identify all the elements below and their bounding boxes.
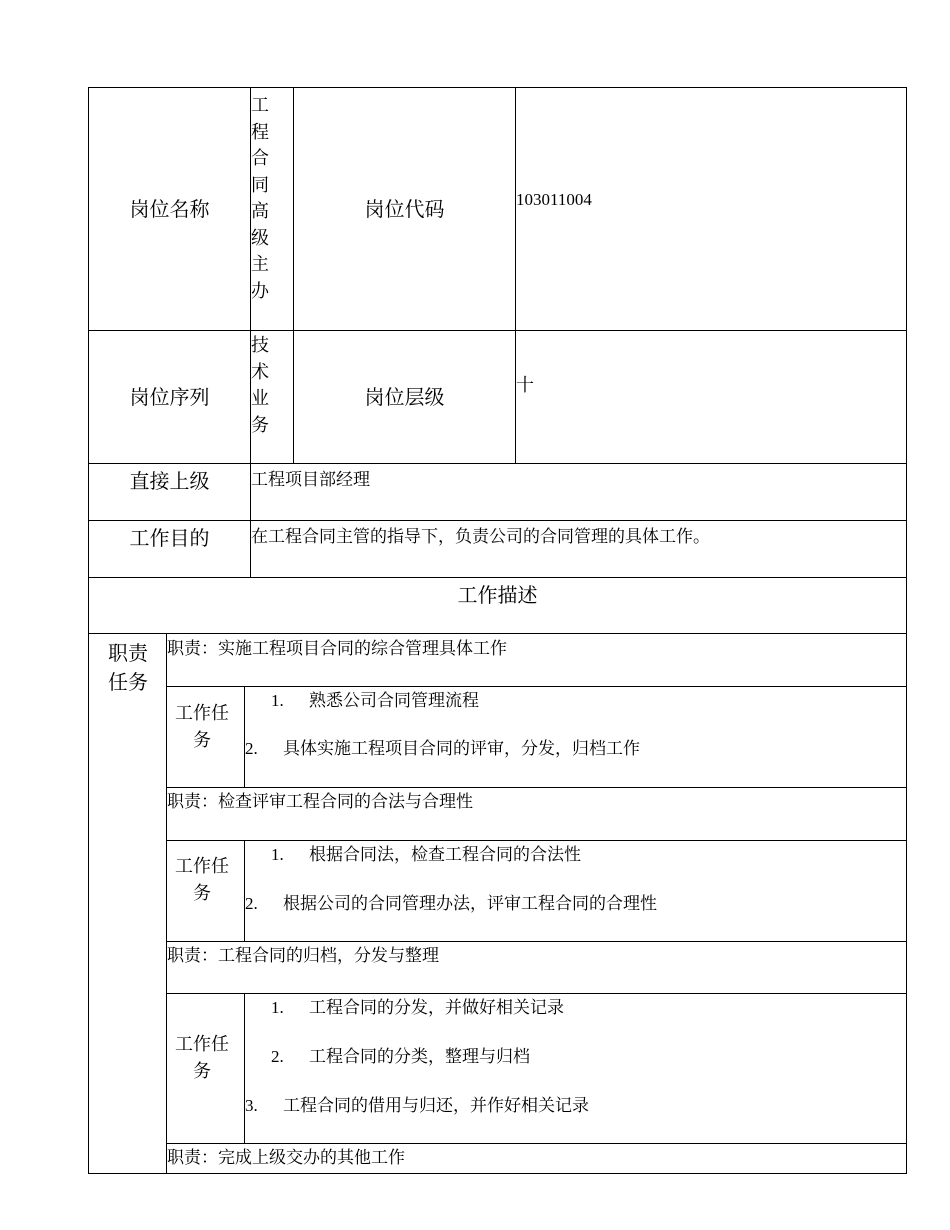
task-number: 1. xyxy=(271,998,284,1017)
task-item xyxy=(271,843,581,867)
position-level-value: 十 xyxy=(516,375,534,395)
task-item xyxy=(245,892,657,916)
task-number: 1. xyxy=(271,845,284,864)
description-title: 工作描述 xyxy=(457,583,538,607)
position-series-label: 岗位序列 xyxy=(129,385,210,409)
task-label: 工作任务 xyxy=(175,1034,229,1081)
position-name-value: 工程合同高级主办 xyxy=(251,95,269,301)
task-number: 2. xyxy=(245,894,258,913)
position-series-value: 技术业务 xyxy=(251,335,269,435)
duty-title: 职责：实施工程项目合同的综合管理具体工作 xyxy=(167,639,507,658)
duty-title: 职责：工程合同的归档，分发与整理 xyxy=(167,946,439,965)
position-name-label: 岗位名称 xyxy=(129,197,210,221)
duty-title: 职责：检查评审工程合同的合法与合理性 xyxy=(167,792,473,811)
task-text: 具体实施工程项目合同的评审，分发，归档工作 xyxy=(283,739,640,758)
task-text: 根据公司的合同管理办法，评审工程合同的合理性 xyxy=(283,894,657,913)
position-level-label: 岗位层级 xyxy=(364,385,445,409)
purpose-label: 工作目的 xyxy=(129,526,210,550)
duty-title: 职责：完成上级交办的其他工作 xyxy=(167,1148,405,1167)
superior-value: 工程项目部经理 xyxy=(251,470,370,489)
task-number: 3. xyxy=(245,1096,258,1115)
task-text: 熟悉公司合同管理流程 xyxy=(309,691,479,710)
task-label: 工作任务 xyxy=(175,703,229,750)
task-item xyxy=(245,737,640,761)
position-code-label: 岗位代码 xyxy=(364,197,445,221)
task-item xyxy=(271,996,564,1020)
task-item xyxy=(271,1045,530,1069)
task-item xyxy=(271,689,479,713)
task-item xyxy=(245,1094,589,1118)
task-text: 工程合同的借用与归还，并作好相关记录 xyxy=(283,1096,589,1115)
task-text: 工程合同的分发，并做好相关记录 xyxy=(309,998,564,1017)
task-text: 工程合同的分类，整理与归档 xyxy=(309,1047,530,1066)
task-number: 1. xyxy=(271,691,284,710)
superior-label: 直接上级 xyxy=(129,469,210,493)
position-code-value: 103011004 xyxy=(516,190,592,209)
task-number: 2. xyxy=(271,1047,284,1066)
purpose-value: 在工程合同主管的指导下，负责公司的合同管理的具体工作。 xyxy=(251,527,710,546)
task-number: 2. xyxy=(245,739,258,758)
duties-label: 职责任务 xyxy=(108,641,148,694)
task-label: 工作任务 xyxy=(175,856,229,903)
task-text: 根据合同法，检查工程合同的合法性 xyxy=(309,845,581,864)
